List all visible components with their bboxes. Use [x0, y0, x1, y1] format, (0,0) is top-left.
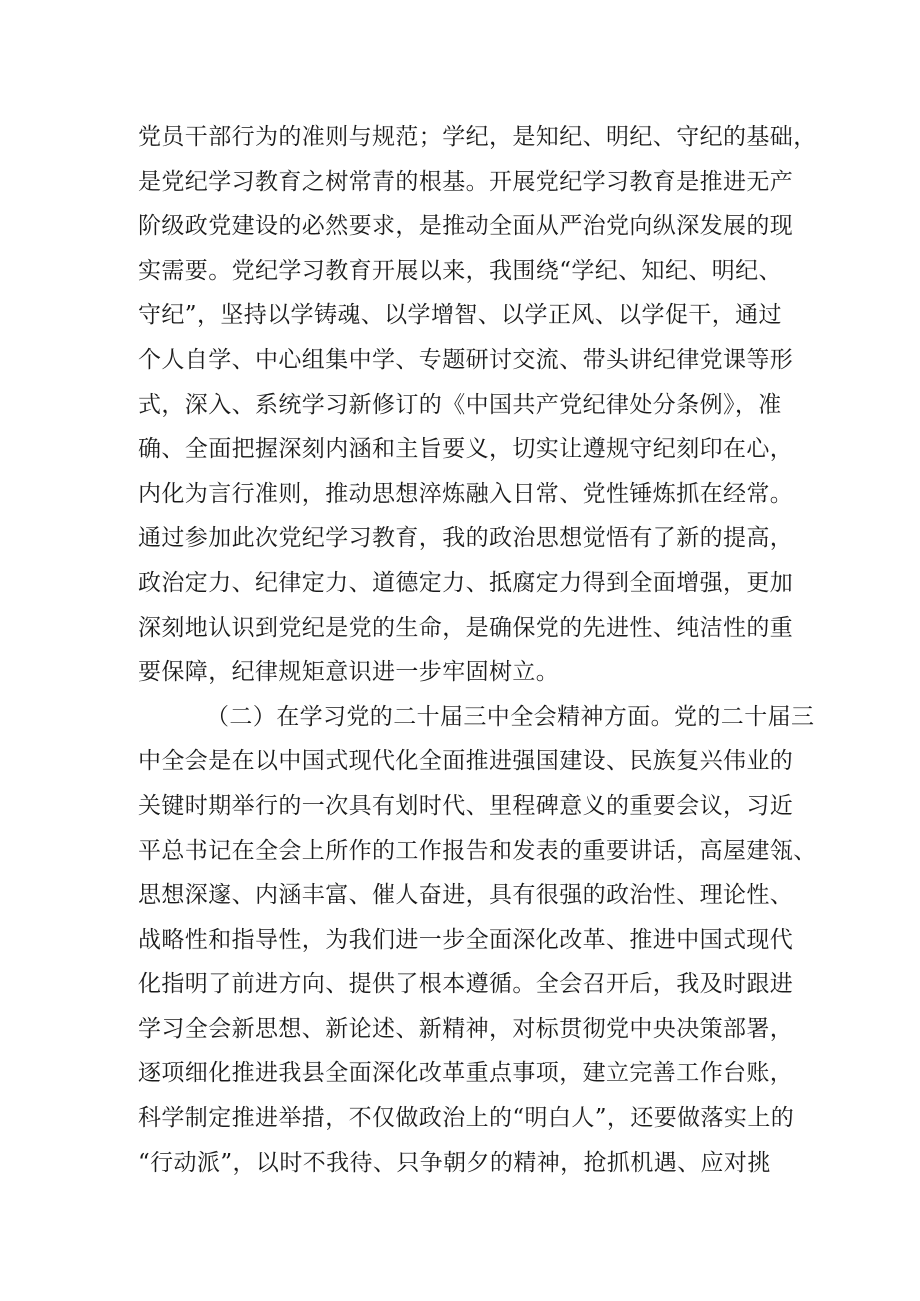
section-heading-line: （二）在学习党的二十届三中全会精神方面。党的二十届三	[206, 703, 815, 730]
text-line-19: 战略性和指导性，为我们进一步全面深化改革、推进中国式现代	[138, 926, 794, 953]
text-line-3: 阶级政党建设的必然要求，是推动全面从严治党向纵深发展的现	[138, 213, 794, 240]
text-line-5: 守纪”，坚持以学铸魂、以学增智、以学正风、以学促干，通过	[138, 302, 782, 329]
text-line-10: 通过参加此次党纪学习教育，我的政治思想觉悟有了新的提高，	[138, 525, 794, 552]
text-line-12: 深刻地认识到党纪是党的生命，是确保党的先进性、纯洁性的重	[138, 614, 794, 641]
text-line-23: 科学制定推进举措，不仅做政治上的“明白人”，还要做落实上的	[138, 1105, 795, 1132]
text-line-2: 是党纪学习教育之树常青的根基。开展党纪学习教育是推进无产	[138, 168, 794, 195]
text-line-4: 实需要。党纪学习教育开展以来，我围绕“学纪、知纪、明纪、	[138, 257, 782, 284]
text-line-17: 平总书记在全会上所作的工作报告和发表的重要讲话，高屋建瓴、	[138, 837, 817, 864]
text-line-11: 政治定力、纪律定力、道德定力、抵腐定力得到全面增强，更加	[138, 569, 794, 596]
text-line-15: 中全会是在以中国式现代化全面推进强国建设、民族复兴伟业的	[138, 748, 794, 775]
text-line-18: 思想深邃、内涵丰富、催人奋进，具有很强的政治性、理论性、	[138, 882, 794, 909]
text-line-1: 党员干部行为的准则与规范；学纪，是知纪、明纪、守纪的基础，	[138, 124, 817, 150]
text-line-9: 内化为言行准则，推动思想淬炼融入日常、党性锤炼抓在经常。	[138, 480, 794, 507]
text-line-24: “行动派”，以时不我待、只争朝夕的精神，抢抓机遇、应对挑	[138, 1149, 771, 1176]
text-line-21: 学习全会新思想、新论述、新精神，对标贯彻党中央决策部署，	[138, 1015, 794, 1042]
text-line-16: 关键时期举行的一次具有划时代、里程碑意义的重要会议，习近	[138, 792, 794, 819]
text-line-7: 式，深入、系统学习新修订的《中国共产党纪律处分条例》，准	[138, 391, 782, 418]
text-line-20: 化指明了前进方向、提供了根本遵循。全会召开后，我及时跟进	[138, 971, 794, 998]
text-line-8: 确、全面把握深刻内涵和主旨要义，切实让遵规守纪刻印在心，	[138, 436, 794, 463]
text-line-22: 逐项细化推进我县全面深化改革重点事项，建立完善工作台账，	[138, 1060, 794, 1087]
text-line-6: 个人自学、中心组集中学、专题研讨交流、带头讲纪律党课等形	[138, 346, 794, 373]
body-text	[138, 115, 817, 1185]
text-line-13: 要保障，纪律规矩意识进一步牢固树立。	[138, 659, 560, 686]
